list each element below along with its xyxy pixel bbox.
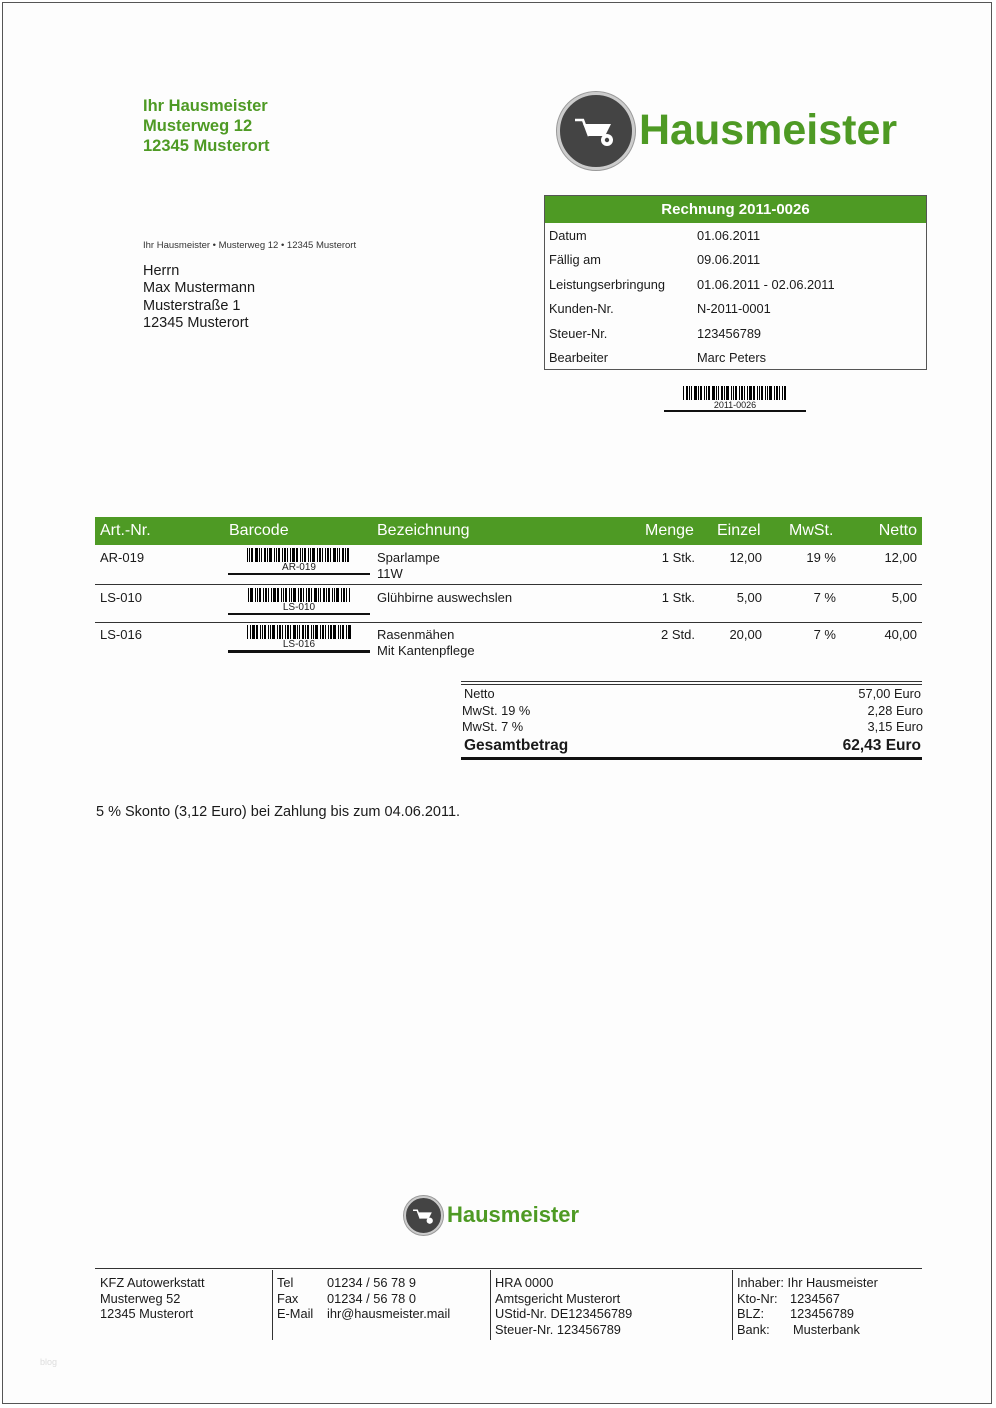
total-label: Gesamtbetrag [464,737,569,754]
invoice-info-box: Rechnung 2011-0026 Datum 01.06.2011 Fällig am 09.06.2011 Leistungserbringung 01.06.2011 - 02.06.2011 Kunden-Nr. N-2011-0001 Steuer-Nr. 123456789 Bearbeiter Marc Peters [544,195,927,370]
totals-top-rule [461,681,922,682]
row-barcode-label: AR-019 [228,562,370,575]
row-art: LS-010 [100,590,142,605]
barcode-bars [228,625,370,639]
sender-name: Ihr Hausmeister [143,97,268,115]
col-qty: Menge [645,522,694,539]
vat7-value: 3,15 Euro [867,719,923,734]
row-art: AR-019 [100,550,145,565]
wheelbarrow-icon [404,1196,443,1235]
skonto-note: 5 % Skonto (3,12 Euro) bei Zahlung bis zum 04.06.2011. [96,804,461,820]
row-unit: 5,00 [736,590,762,605]
row-barcode [228,548,370,575]
vat19-label: MwSt. 19 % [462,703,531,718]
row-unit: 20,00 [729,627,762,642]
brand-name: Hausmeister [639,106,898,154]
row-barcode [228,588,370,615]
vat7-label: MwSt. 7 % [462,719,524,734]
row-net: 5,00 [891,590,917,605]
total-value: 62,43 Euro [842,737,921,754]
col-vat: MwSt. [789,522,834,539]
col-barcode: Barcode [229,522,289,539]
row-divider [95,584,922,585]
row-vat: 7 % [813,590,836,605]
netto-label: Netto [464,686,495,701]
row-desc: Sparlampe 11W [377,550,440,581]
sender-address [143,96,270,156]
recipient-street: Musterstraße 1 [143,297,241,314]
row-barcode-label: LS-010 [228,602,370,615]
invoice-title: Rechnung 2011-0026 [545,196,926,223]
footer-brand-name: Hausmeister [447,1202,580,1227]
wheelbarrow-icon [557,92,635,170]
col-art: Art.-Nr. [100,522,151,539]
footer-rule [95,1268,922,1269]
barcode-bars [664,386,806,400]
col-unit: Einzel [717,522,761,539]
row-desc: Rasenmähen Mit Kantenpflege [377,627,475,658]
barcode-bars [228,548,370,562]
row-qty: 1 Stk. [661,550,695,565]
watermark-text: blog [40,1357,58,1367]
footer-separator [732,1270,733,1340]
footer-separator [490,1270,491,1340]
row-barcode [228,625,370,653]
recipient-salutation: Herrn [143,263,180,279]
items-table-header [95,517,922,545]
row-qty: 2 Std. [661,627,695,642]
netto-value: 57,00 Euro [858,686,921,701]
row-vat: 19 % [806,550,836,565]
recipient-city: 12345 Musterort [143,314,249,331]
row-qty: 1 Stk. [661,590,695,605]
footer-company: KFZ Autowerkstatt Musterweg 52 12345 Musterort [100,1275,205,1321]
footer-registry: HRA 0000 Amtsgericht Musterort UStid-Nr. DE123456789 Steuer-Nr. 123456789 [495,1275,633,1337]
sender-street: Musterweg 12 [143,117,253,135]
col-net: Netto [878,522,917,539]
recipient-address [143,263,255,332]
return-address-line: Ihr Hausmeister • Musterweg 12 • 12345 Musterort [143,240,357,251]
row-net: 40,00 [884,627,917,642]
row-vat: 7 % [813,627,836,642]
row-art: LS-016 [100,627,142,642]
invoice-barcode-label: 2011-0026 [664,400,806,412]
row-desc: Glühbirne auswechslen [377,590,513,605]
row-net: 12,00 [884,550,917,565]
barcode-bars [228,588,370,602]
footer-contact: Tel 01234 / 56 78 9 Fax 01234 / 56 78 0 E-Mail ihr@hausmeister.mail [277,1275,451,1321]
totals-bottom-rule [461,757,922,760]
footer-separator [272,1270,273,1340]
brand-logo [557,92,927,170]
row-divider [95,622,922,623]
totals-top-rule-2 [461,684,922,685]
invoice-barcode [664,386,806,412]
vat19-value: 2,28 Euro [867,703,923,718]
col-desc: Bezeichnung [377,522,470,539]
footer-bank: Inhaber: Ihr Hausmeister Kto-Nr: 1234567 BLZ: 123456789 Bank: Musterbank [737,1275,878,1337]
row-barcode-label: LS-016 [228,639,370,653]
row-unit: 12,00 [729,550,762,565]
sender-city: 12345 Musterort [143,137,270,155]
recipient-name: Max Mustermann [143,280,256,297]
footer-logo [404,1196,604,1236]
